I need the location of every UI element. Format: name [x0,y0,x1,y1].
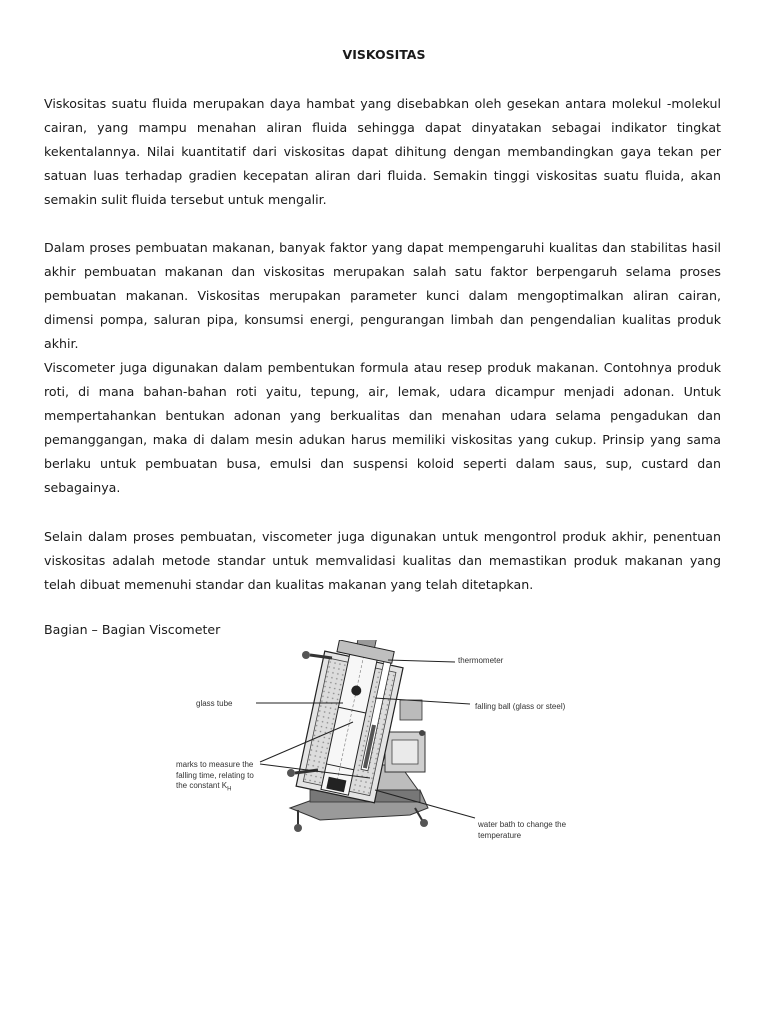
glass-tube-label: glass tube [196,699,233,708]
falling-ball-label: falling ball (glass or steel) [475,702,566,711]
water-bath-label: water bath to change the temperature [478,820,567,840]
marks-label-subscript: H [227,786,232,793]
paragraph-2: Dalam proses pembuatan makanan, banyak faktor yang dapat mempengaruhi kualitas dan stabilitas hasil akhir pembuatan makanan dan viskositas merupakan salah satu faktor berpengaruh selama proses pembuatan makanan. Viskositas merupakan parameter kunci dalam mengoptimalkan aliran cairan, dimensi pompa, saluran pipa, konsumsi energi, pengurangan limbah dan pengendalian kualitas produk akhir. [44,240,721,351]
figure-caption: Bagian – Bagian Viscometer [44,622,221,637]
viscometer-diagram [160,640,600,855]
page-title: VISKOSITAS [342,47,426,62]
marks-label [176,760,258,795]
thermometer-label: thermometer [458,656,504,665]
paragraph-1: Viskositas suatu fluida merupakan daya hambat yang disebabkan oleh gesekan antara molekul -molekul cairan, yang mampu menahan aliran fluida sehingga dapat dinyatakan sebagai indikator tingkat kekentalannya. Nilai kuantitatif dari viskositas dapat dihitung dengan membandingkan gaya tekan per satuan luas terhadap gradien kecepatan aliran dari fluida. Semakin tinggi viskositas suatu fluida, akan semakin sulit fluida tersebut untuk mengalir. [44,96,721,207]
paragraph-4: Selain dalam proses pembuatan, viscometer juga digunakan untuk mengontrol produk akhir, penentuan viskositas adalah metode standar untuk memvalidasi kualitas dan memastikan produk makanan yang telah dibuat memenuhi standar dan kualitas makanan yang telah ditetapkan. [44,529,721,592]
paragraph-3: Viscometer juga digunakan dalam pembentukan formula atau resep produk makanan. Contohnya produk roti, di mana bahan-bahan roti yaitu, tepung, air, lemak, udara dicampur menjadi adonan. Untuk mempertahankan bentukan adonan yang berkualitas dan menahan udara selama pengadukan dan pemanggangan, maka di dalam mesin adukan harus memiliki viskositas yang cukup. Prinsip yang sama berlaku untuk pembuatan busa, emulsi dan suspensi koloid seperti dalam saus, sup, custard dan sebagainya. [44,360,721,495]
marks-label-text: marks to measure the falling time, relating to the constant K [176,760,254,790]
